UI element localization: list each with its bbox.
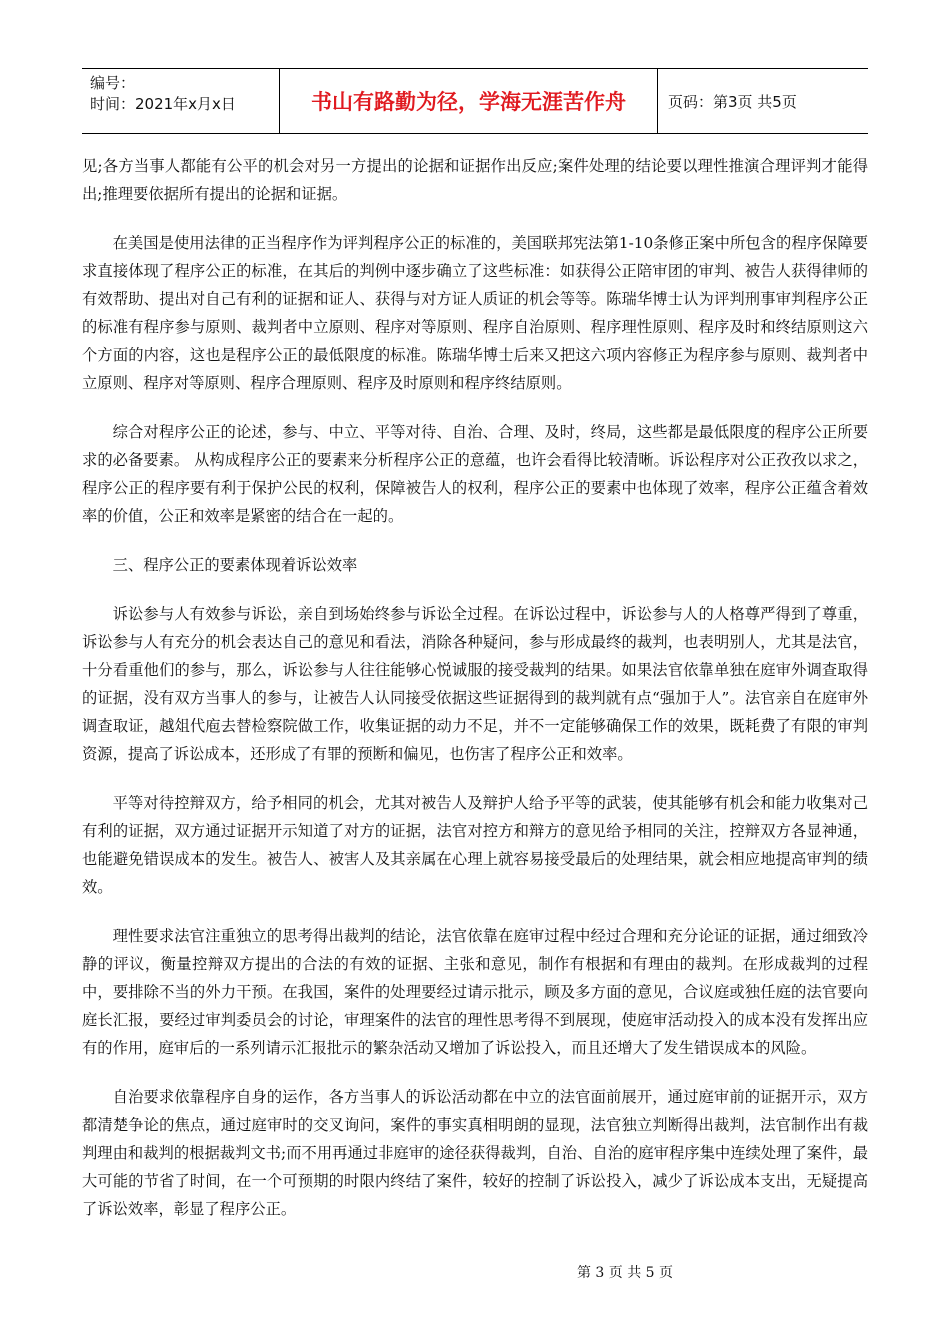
document-body bbox=[82, 152, 868, 1244]
page-footer: 第 3 页 共 5 页 bbox=[576, 1265, 674, 1281]
paragraph: 自治要求依靠程序自身的运作，各方当事人的诉讼活动都在中立的法官面前展开，通过庭审前的证据开示，双方都清楚争论的焦点，通过庭审时的交叉询问，案件的事实真相明朗的显现，法官独立判断得出裁判，法官制作出有裁判理由和裁判的根据裁判文书;而不用再通过非庭审的途径获得裁判，自治、自治的庭审程序集中连续处理了案件，最大可能的节省了时间，在一个可预期的时限内终结了案件，较好的控制了诉讼投入，减少了诉讼成本支出，无疑提高了诉讼效率，彰显了程序公正。 bbox=[82, 1088, 868, 1218]
section-heading: 三、程序公正的要素体现着诉讼效率 bbox=[112, 556, 358, 574]
paragraph: 诉讼参与人有效参与诉讼，亲自到场始终参与诉讼全过程。在诉讼过程中，诉讼参与人的人格尊严得到了尊重，诉讼参与人有充分的机会表达自己的意见和看法，消除各种疑问，参与形成最终的裁判，也表明别人，尤其是法官，十分看重他们的参与，那么，诉讼参与人往往能够心悦诚服的接受裁判的结果。如果法官依靠单独在庭审外调查取得的证据，没有双方当事人的参与，让被告人认同接受依据这些证据得到的裁判就有点“强加于人”。法官亲自在庭审外调查取证，越俎代庖去替检察院做工作，收集证据的动力不足，并不一定能够确保工作的效果，既耗费了有限的审判资源，提高了诉讼成本，还形成了有罪的预断和偏见，也伤害了程序公正和效率。 bbox=[82, 605, 868, 763]
header-page-number: 页码：第3页 共5页 bbox=[668, 92, 797, 111]
document-number: 编号： bbox=[90, 74, 136, 92]
paragraph: 理性要求法官注重独立的思考得出裁判的结论，法官依靠在庭审过程中经过合理和充分论证的证据，通过细致冷静的评议，衡量控辩双方提出的合法的有效的证据、主张和意见，制作有根据和有理由的裁判。在形成裁判的过程中，要排除不当的外力干预。在我国，案件的处理要经过请示批示，顾及多方面的意见，合议庭或独任庭的法官要向庭长汇报，要经过审判委员会的讨论，审理案件的法官的理性思考得不到展现，使庭审活动投入的成本没有发挥出应有的作用，庭审后的一系列请示汇报批示的繁杂活动又增加了诉讼投入，而且还增大了发生错误成本的风险。 bbox=[82, 927, 868, 1057]
document-date: 时间：2021年x月x日 bbox=[90, 95, 236, 113]
paragraph: 在美国是使用法律的正当程序作为评判程序公正的标准的，美国联邦宪法第1-10条修正案中所包含的程序保障要求直接体现了程序公正的标准，在其后的判例中逐步确立了这些标准：如获得公正陪审团的审判、被告人获得律师的有效帮助、提出对自己有利的证据和证人、获得与对方证人质证的机会等等。陈瑞华博士认为评判刑事审判程序公正的标准有程序参与原则、裁判者中立原则、程序对等原则、程序自治原则、程序理性原则、程序及时和终结原则这六个方面的内容，这也是程序公正的最低限度的标准。陈瑞华博士后来又把这六项内容修正为程序参与原则、裁判者中立原则、程序对等原则、程序合理原则、程序及时原则和程序终结原则。 bbox=[82, 234, 868, 392]
page-header bbox=[82, 68, 868, 134]
paragraph: 见;各方当事人都能有公平的机会对另一方提出的论据和证据作出反应;案件处理的结论要以理性推演合理评判才能得出;推理要依据所有提出的论据和证据。 bbox=[82, 157, 868, 203]
paragraph: 平等对待控辩双方，给予相同的机会，尤其对被告人及辩护人给予平等的武装，使其能够有机会和能力收集对己有利的证据，双方通过证据开示知道了对方的证据，法官对控方和辩方的意见给予相同的关注，控辩双方各显神通，也能避免错误成本的发生。被告人、被害人及其亲属在心理上就容易接受最后的处理结果，就会相应地提高审判的绩效。 bbox=[82, 794, 868, 896]
header-motto: 书山有路勤为径，学海无涯苦作舟 bbox=[280, 69, 658, 133]
header-info bbox=[82, 69, 280, 133]
paragraph: 综合对程序公正的论述，参与、中立、平等对待、自治、合理、及时，终局，这些都是最低限度的程序公正所要求的必备要素。 从构成程序公正的要素来分析程序公正的意蕴，也许会看得比较清晰。诉讼程序对公正孜孜以求之，程序公正的程序要有利于保护公民的权利，保障被告人的权利，程序公正的要素中也体现了效率，程序公正蕴含着效率的价值，公正和效率是紧密的结合在一起的。 bbox=[82, 423, 868, 525]
